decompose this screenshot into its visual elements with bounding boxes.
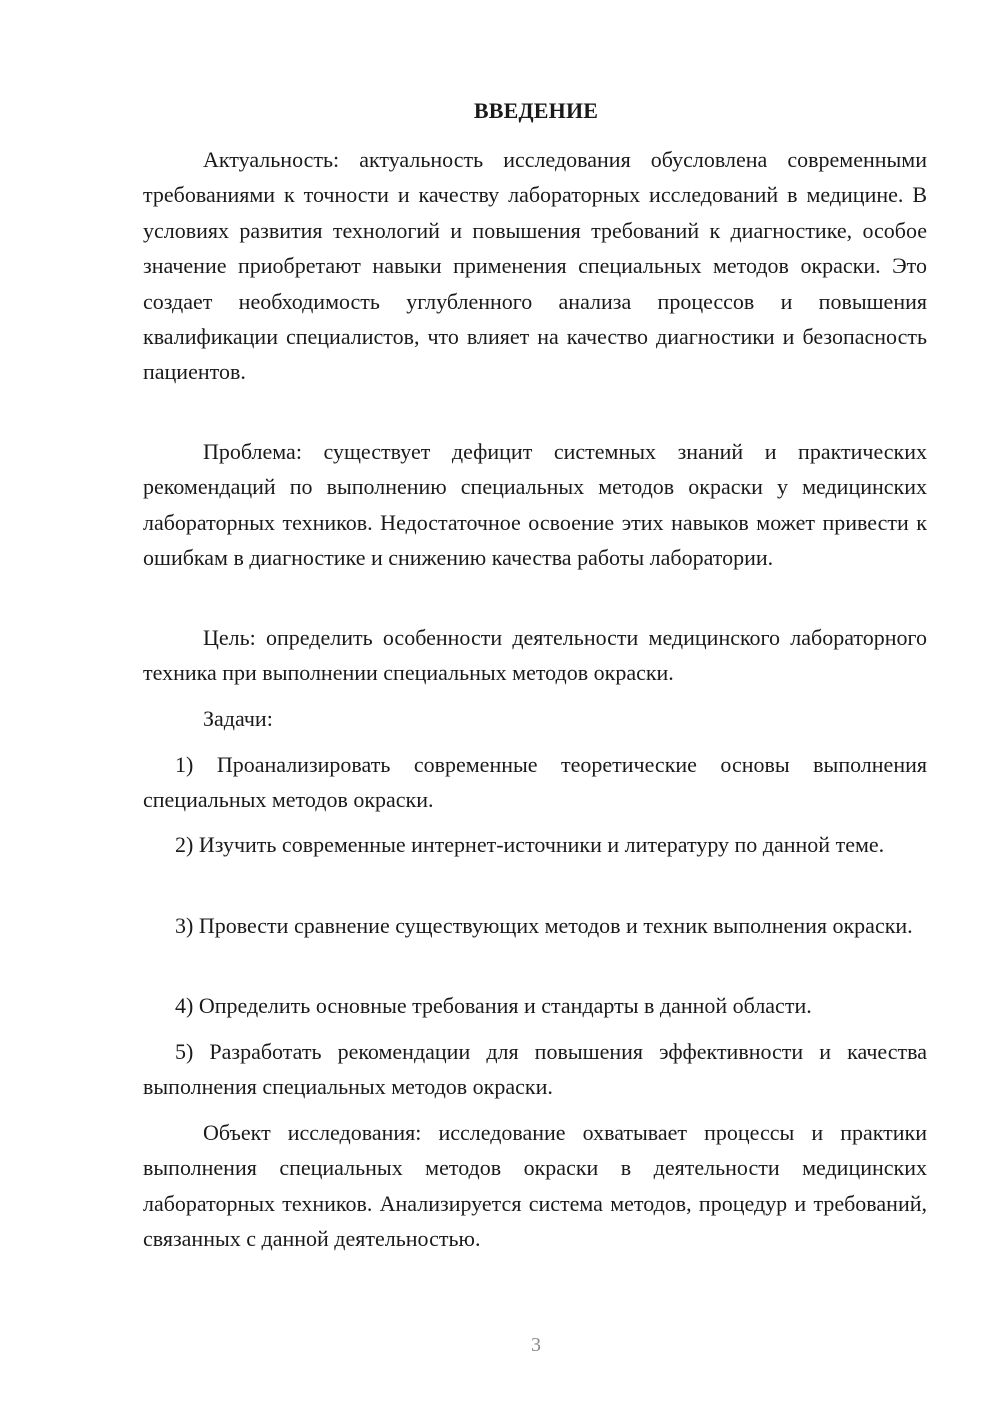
task-item-4: 4) Определить основные требования и стандарты в данной области.	[175, 993, 812, 1018]
task-item-3: 3) Провести сравнение существующих методов и техник выполнения окраски.	[175, 913, 913, 938]
tasks-heading: Задачи:	[203, 706, 273, 731]
paragraph-goal: Цель: определить особенности деятельности медицинского лабораторного техника при выполнении специальных методов окраски.	[143, 625, 927, 686]
page-title: ВВЕДЕНИЕ	[473, 98, 599, 123]
task-item-5: 5) Разработать рекомендации для повышения эффективности и качества выполнения специальных методов окраски.	[143, 1039, 927, 1100]
task-item-2: 2) Изучить современные интернет-источники и литературу по данной теме.	[175, 832, 885, 857]
page-number: 3	[531, 1334, 541, 1356]
paragraph-object: Объект исследования: исследование охватывает процессы и практики выполнения специальных методов окраски в деятельности медицинских лабораторных техников. Анализируется система методов, процедур и требований, связанных с данной деятельностью.	[143, 1120, 927, 1252]
paragraph-problem: Проблема: существует дефицит системных знаний и практических рекомендаций по выполнению специальных методов окраски у медицинских лабораторных техников. Недостаточное освоение этих навыков может привести к ошибкам в диагностике и снижению качества работы лаборатории.	[143, 439, 927, 571]
paragraph-relevance: Актуальность: актуальность исследования обусловлена современными требованиями к точности и качеству лабораторных исследований в медицине. В условиях развития технологий и повышения требований к диагностике, особое значение приобретают навыки применения специальных методов окраски. Это создает необходимость углубленного анализа процессов и повышения квалификации специалистов, что влияет на качество диагностики и безопасность пациентов.	[143, 147, 927, 385]
task-item-1: 1) Проанализировать современные теоретические основы выполнения специальных методов окраски.	[143, 752, 927, 813]
